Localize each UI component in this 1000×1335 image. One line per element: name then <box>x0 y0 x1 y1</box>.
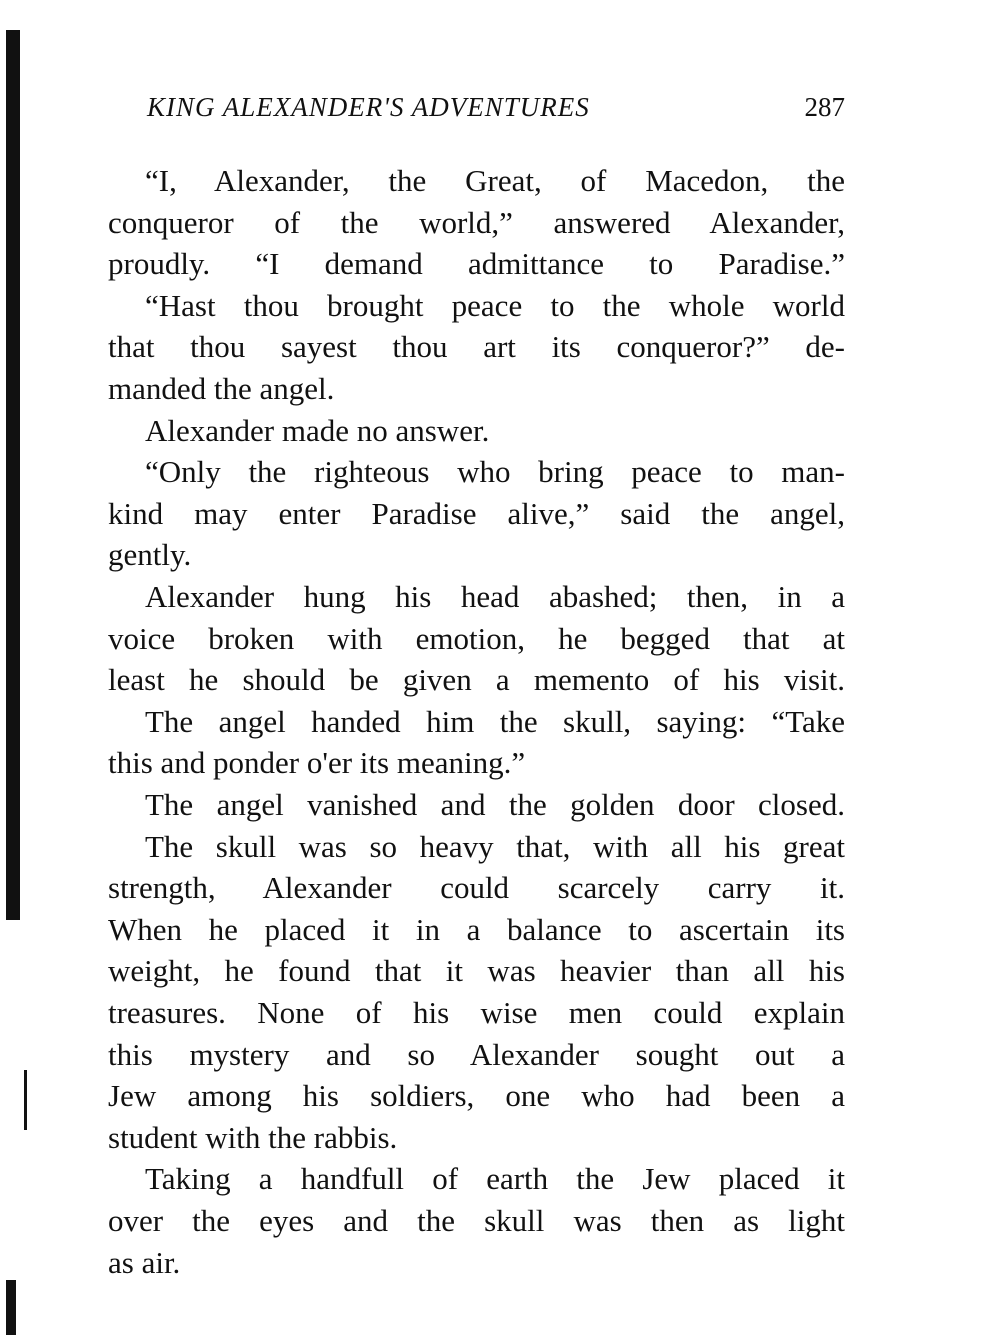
scan-edge-shadow <box>6 30 20 920</box>
text-line: The angel handed him the skull, saying: “Take <box>145 703 845 739</box>
text-line: The angel vanished and the golden door closed. <box>145 787 845 822</box>
text-line: Alexander hung his head abashed; then, in a <box>145 579 845 614</box>
scan-edge-mark <box>6 1280 16 1335</box>
text-line: conqueror of the world,” answered Alexander, <box>108 204 845 240</box>
text-line: “Hast thou brought peace to the whole world <box>145 287 845 323</box>
running-header <box>147 92 845 123</box>
text-line: Taking a handfull of earth the Jew placed it <box>145 1161 845 1197</box>
text-line: kind may enter Paradise alive,” said the angel, <box>108 495 845 531</box>
text-line: “Only the righteous who bring peace to man- <box>145 454 845 490</box>
text-line: weight, he found that it was heavier than all his <box>108 953 845 989</box>
text-line: voice broken with emotion, he begged that at <box>108 620 845 656</box>
text-line: student with the rabbis. <box>108 1119 398 1155</box>
text-line: that thou sayest thou art its conqueror?” de- <box>108 329 845 365</box>
text-line: this mystery and so Alexander sought out a <box>108 1036 845 1072</box>
text-line: this and ponder o'er its meaning.” <box>108 745 526 781</box>
text-line: The skull was so heavy that, with all his great <box>145 828 845 864</box>
running-title: KING ALEXANDER'S ADVENTURES <box>147 92 590 122</box>
scan-edge-mark <box>24 1070 27 1130</box>
text-line: least he should be given a memento of his visit. <box>108 662 845 698</box>
text-line: “I, Alexander, the Great, of Macedon, the <box>145 163 845 198</box>
text-line: Alexander made no answer. <box>145 412 490 448</box>
text-line: gently. <box>108 537 192 573</box>
text-line: treasures. None of his wise men could explain <box>108 995 845 1030</box>
text-line: Jew among his soldiers, one who had been a <box>108 1078 845 1114</box>
text-line: When he placed it in a balance to ascertain its <box>108 911 845 947</box>
page-number: 287 <box>804 92 845 122</box>
text-line: proudly. “I demand admittance to Paradise.” <box>108 246 845 282</box>
text-line: manded the angel. <box>108 371 335 406</box>
text-line: strength, Alexander could scarcely carry it. <box>108 870 845 906</box>
text-line: as air. <box>108 1244 181 1280</box>
text-line: over the eyes and the skull was then as light <box>108 1203 845 1238</box>
